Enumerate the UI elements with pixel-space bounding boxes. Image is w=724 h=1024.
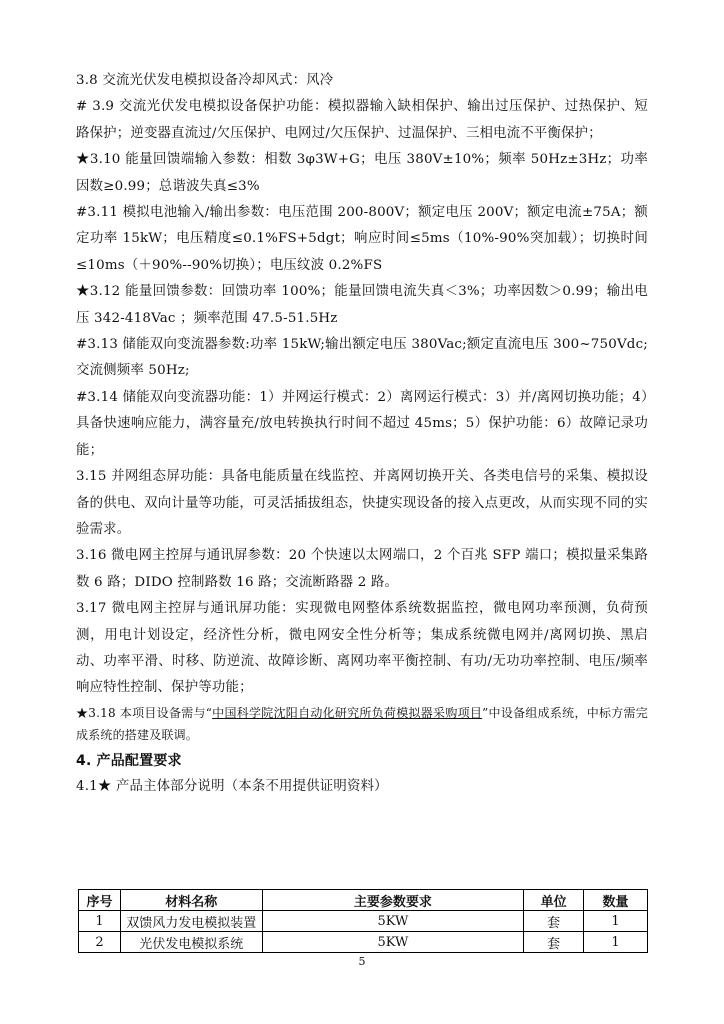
product-config-table xyxy=(78,889,648,953)
page-number: 5 xyxy=(358,955,366,968)
cell-material: 光伏发电模拟系统 xyxy=(120,932,262,953)
document-body xyxy=(76,68,648,801)
cell-unit: 套 xyxy=(524,932,584,953)
cell-index: 1 xyxy=(79,911,121,932)
paragraph-3-12: ★3.12 能量回馈参数：回馈功率 100%；能量回馈电流失真＜3%；功率因数＞0.99；输出电压 342-418Vac ；频率范围 47.5-51.5Hz xyxy=(76,284,648,326)
paragraph-3-14: #3.14 储能双向变流器功能：1）并网运行模式：2）离网运行模式：3）并/离网切换功能；4）具备快速响应能力，满容量充/放电转换执行时间不超过 45ms；5）保护功能：6）故障记录功能； xyxy=(76,389,648,458)
paragraph-3-18-prefix: ★3.18 本项目设备需与“ xyxy=(76,705,213,720)
paragraph-3-16: 3.16 微电网主控屏与通讯屏参数：20 个快速以太网端口，2 个百兆 SFP 端口；模拟量采集路数 6 路；DIDO 控制路数 16 路；交流断路器 2 路。 xyxy=(76,548,648,590)
cell-unit: 套 xyxy=(524,911,584,932)
column-header-params: 主要参数要求 xyxy=(262,890,524,911)
project-name-link-text: 中国科学院沈阳自动化研究所负荷模拟器采购项目 xyxy=(212,705,483,720)
cell-quantity: 1 xyxy=(584,932,648,953)
table-row xyxy=(79,932,648,953)
column-header-index: 序号 xyxy=(79,890,121,911)
cell-material: 双馈风力发电模拟装置 xyxy=(120,911,262,932)
column-header-material: 材料名称 xyxy=(120,890,262,911)
table-row xyxy=(79,911,648,932)
paragraph-3-8: 3.8 交流光伏发电模拟设备冷却风式：风冷 xyxy=(76,73,334,88)
paragraph-3-17: 3.17 微电网主控屏与通讯屏功能：实现微电网整体系统数据监控，微电网功率预测，负荷预测，用电计划设定，经济性分析，微电网安全性分析等；集成系统微电网并/离网切换、黑启动、功率平滑、时移、防逆流、故障诊断、离网功率平衡控制、有功/无功功率控制、电压/频率响应特性控制、保护等功能； xyxy=(76,601,648,696)
paragraph-3-9: # 3.9 交流光伏发电模拟设备保护功能：模拟器输入缺相保护、输出过压保护、过热保护、短路保护；逆变器直流过/欠压保护、电网过/欠压保护、过温保护、三相电流不平衡保护； xyxy=(76,99,648,141)
cell-params: 5KW xyxy=(262,932,524,953)
section-heading: 4. 产品配置要求 xyxy=(76,752,182,769)
table-header-row xyxy=(79,890,648,911)
paragraph-3-13: #3.13 储能双向变流器参数:功率 15kW;输出额定电压 380Vac;额定直流电压 300~750Vdc;交流侧频率 50Hz; xyxy=(76,337,648,379)
paragraph-3-11: #3.11 模拟电池输入/输出参数：电压范围 200-800V；额定电压 200V；额定电流±75A；额定功率 15kW；电压精度≤0.1%FS+5dgt；响应时间≤5ms（10%-90%突加载）；切换时间≤10ms（＋90%--90%切换）；电压纹波 0.2%FS xyxy=(76,205,648,273)
column-header-quantity: 数量 xyxy=(584,890,648,911)
sub-heading: 4.1★ 产品主体部分说明（本条不用提供证明资料） xyxy=(76,779,388,795)
paragraph-3-15: 3.15 并网组态屏功能：具备电能质量在线监控、并离网切换开关、各类电信号的采集、模拟设备的供电、双向计量等功能，可灵活插拔组态，快捷实现设备的接入点更改，从而实现不同的实验需求。 xyxy=(76,469,648,537)
cell-params: 5KW xyxy=(262,911,524,932)
cell-quantity: 1 xyxy=(584,911,648,932)
paragraph-3-18 xyxy=(76,702,648,746)
paragraph-3-10: ★3.10 能量回馈端输入参数：相数 3φ3W+G；电压 380V±10%；频率 50Hz±3Hz；功率因数≥0.99；总谐波失真≤3% xyxy=(76,152,648,194)
paragraph-3-18-suffix: ”中设备组成系统，中标方需完成系统的搭建及联调。 xyxy=(76,705,648,742)
cell-index: 2 xyxy=(79,932,121,953)
column-header-unit: 单位 xyxy=(524,890,584,911)
